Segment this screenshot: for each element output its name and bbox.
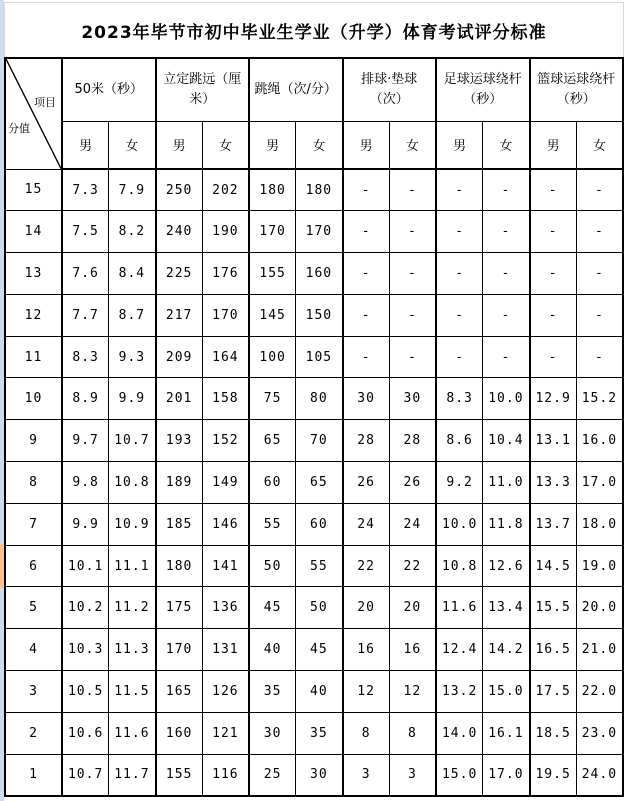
value-cell: 3	[343, 754, 390, 796]
value-cell: 28	[389, 420, 436, 462]
value-cell: 19.5	[530, 754, 577, 796]
value-cell: 10.4	[483, 420, 530, 462]
value-cell: 14.2	[483, 629, 530, 671]
score-cell: 8	[5, 462, 62, 504]
table-row	[5, 169, 623, 211]
gender-header: 男	[343, 121, 390, 169]
value-cell: 10.6	[62, 712, 109, 754]
scoring-table	[4, 57, 624, 797]
score-cell: 11	[5, 336, 62, 378]
value-cell: 16	[343, 629, 390, 671]
value-cell: 9.7	[62, 420, 109, 462]
value-cell: 9.9	[109, 378, 156, 420]
value-cell: 24.0	[576, 754, 623, 796]
value-cell: 145	[249, 294, 296, 336]
value-cell: 131	[202, 629, 249, 671]
value-cell: -	[576, 253, 623, 295]
table-row	[5, 211, 623, 253]
value-cell: 16.0	[576, 420, 623, 462]
value-cell: 180	[296, 169, 343, 211]
value-cell: 3	[389, 754, 436, 796]
value-cell: 65	[249, 420, 296, 462]
table-row	[5, 336, 623, 378]
value-cell: 10.3	[62, 629, 109, 671]
value-cell: 55	[296, 545, 343, 587]
value-cell: 30	[249, 712, 296, 754]
value-cell: 12	[389, 671, 436, 713]
value-cell: 146	[202, 503, 249, 545]
value-cell: 14.0	[436, 712, 483, 754]
value-cell: 10.7	[62, 754, 109, 796]
value-cell: 24	[389, 503, 436, 545]
gender-header: 男	[436, 121, 483, 169]
value-cell: 176	[202, 253, 249, 295]
table-row	[5, 754, 623, 796]
score-cell: 14	[5, 211, 62, 253]
value-cell: 20.0	[576, 587, 623, 629]
gender-header: 女	[576, 121, 623, 169]
value-cell: 30	[343, 378, 390, 420]
value-cell: 35	[296, 712, 343, 754]
value-cell: 190	[202, 211, 249, 253]
left-edge-highlight	[0, 544, 4, 588]
score-cell: 13	[5, 253, 62, 295]
value-cell: 15.0	[436, 754, 483, 796]
value-cell: 26	[343, 462, 390, 504]
value-cell: 100	[249, 336, 296, 378]
value-cell: 15.2	[576, 378, 623, 420]
value-cell: -	[530, 211, 577, 253]
value-cell: 10.8	[109, 462, 156, 504]
value-cell: -	[530, 253, 577, 295]
column-group-header: 排球·垫球（次）	[343, 58, 437, 121]
table-row	[5, 671, 623, 713]
value-cell: 116	[202, 754, 249, 796]
value-cell: 10.0	[436, 503, 483, 545]
value-cell: 12.6	[483, 545, 530, 587]
value-cell: 18.5	[530, 712, 577, 754]
value-cell: 180	[156, 545, 203, 587]
value-cell: 175	[156, 587, 203, 629]
value-cell: 22	[389, 545, 436, 587]
value-cell: 170	[249, 211, 296, 253]
value-cell: 22	[343, 545, 390, 587]
value-cell: 17.5	[530, 671, 577, 713]
gender-header: 男	[62, 121, 109, 169]
gender-header: 男	[530, 121, 577, 169]
value-cell: 50	[296, 587, 343, 629]
score-cell: 7	[5, 503, 62, 545]
value-cell: 217	[156, 294, 203, 336]
value-cell: -	[343, 336, 390, 378]
value-cell: 155	[156, 754, 203, 796]
value-cell: 25	[249, 754, 296, 796]
value-cell: 19.0	[576, 545, 623, 587]
value-cell: 20	[343, 587, 390, 629]
value-cell: 21.0	[576, 629, 623, 671]
score-cell: 6	[5, 545, 62, 587]
value-cell: 80	[296, 378, 343, 420]
value-cell: 45	[249, 587, 296, 629]
value-cell: 11.5	[109, 671, 156, 713]
table-body	[5, 169, 623, 796]
value-cell: 55	[249, 503, 296, 545]
value-cell: 13.4	[483, 587, 530, 629]
value-cell: 7.3	[62, 169, 109, 211]
gender-header: 女	[202, 121, 249, 169]
corner-label-score: 分值	[8, 122, 30, 136]
value-cell: 150	[296, 294, 343, 336]
value-cell: 23.0	[576, 712, 623, 754]
value-cell: 12	[343, 671, 390, 713]
value-cell: 8.2	[109, 211, 156, 253]
table-row	[5, 545, 623, 587]
value-cell: -	[436, 169, 483, 211]
value-cell: 15.0	[483, 671, 530, 713]
value-cell: 158	[202, 378, 249, 420]
value-cell: 141	[202, 545, 249, 587]
title-bar	[4, 2, 624, 57]
value-cell: 10.1	[62, 545, 109, 587]
value-cell: 8.3	[62, 336, 109, 378]
value-cell: 7.5	[62, 211, 109, 253]
value-cell: 8.3	[436, 378, 483, 420]
value-cell: 28	[343, 420, 390, 462]
value-cell: 45	[296, 629, 343, 671]
score-cell: 2	[5, 712, 62, 754]
value-cell: -	[436, 211, 483, 253]
value-cell: 152	[202, 420, 249, 462]
value-cell: 11.1	[109, 545, 156, 587]
value-cell: 10.7	[109, 420, 156, 462]
value-cell: 185	[156, 503, 203, 545]
value-cell: -	[436, 253, 483, 295]
value-cell: 126	[202, 671, 249, 713]
table-row	[5, 712, 623, 754]
value-cell: 164	[202, 336, 249, 378]
value-cell: 60	[249, 462, 296, 504]
value-cell: 20	[389, 587, 436, 629]
value-cell: 12.4	[436, 629, 483, 671]
value-cell: 7.6	[62, 253, 109, 295]
gender-header: 女	[389, 121, 436, 169]
value-cell: 8	[389, 712, 436, 754]
value-cell: 201	[156, 378, 203, 420]
table-row	[5, 462, 623, 504]
value-cell: 13.2	[436, 671, 483, 713]
column-group-header: 篮球运球绕杆（秒）	[530, 58, 624, 121]
value-cell: -	[576, 294, 623, 336]
value-cell: -	[436, 294, 483, 336]
value-cell: -	[530, 169, 577, 211]
value-cell: -	[576, 169, 623, 211]
value-cell: 8.7	[109, 294, 156, 336]
value-cell: 40	[296, 671, 343, 713]
score-cell: 5	[5, 587, 62, 629]
column-group-header: 足球运球绕杆（秒）	[436, 58, 530, 121]
value-cell: 11.7	[109, 754, 156, 796]
score-cell: 9	[5, 420, 62, 462]
value-cell: 9.3	[109, 336, 156, 378]
value-cell: 11.6	[436, 587, 483, 629]
value-cell: 35	[249, 671, 296, 713]
value-cell: 170	[156, 629, 203, 671]
value-cell: 16.1	[483, 712, 530, 754]
value-cell: -	[343, 253, 390, 295]
value-cell: -	[343, 211, 390, 253]
value-cell: 136	[202, 587, 249, 629]
column-group-header: 50米（秒）	[62, 58, 156, 121]
value-cell: 60	[296, 503, 343, 545]
value-cell: 8	[343, 712, 390, 754]
document-content	[4, 2, 624, 797]
table-row	[5, 378, 623, 420]
table-row	[5, 294, 623, 336]
score-cell: 3	[5, 671, 62, 713]
value-cell: 24	[343, 503, 390, 545]
value-cell: 121	[202, 712, 249, 754]
value-cell: 170	[202, 294, 249, 336]
value-cell: -	[483, 253, 530, 295]
value-cell: 15.5	[530, 587, 577, 629]
value-cell: 193	[156, 420, 203, 462]
corner-cell	[5, 58, 62, 169]
value-cell: -	[530, 294, 577, 336]
value-cell: -	[483, 294, 530, 336]
group-header-row	[5, 58, 623, 121]
value-cell: -	[483, 211, 530, 253]
value-cell: -	[389, 169, 436, 211]
value-cell: 18.0	[576, 503, 623, 545]
gender-header: 女	[483, 121, 530, 169]
value-cell: 155	[249, 253, 296, 295]
value-cell: 30	[389, 378, 436, 420]
gender-header: 女	[296, 121, 343, 169]
column-group-header: 跳绳（次/分）	[249, 58, 343, 121]
value-cell: 17.0	[483, 754, 530, 796]
value-cell: 13.1	[530, 420, 577, 462]
value-cell: 8.9	[62, 378, 109, 420]
value-cell: 11.0	[483, 462, 530, 504]
score-cell: 1	[5, 754, 62, 796]
value-cell: 225	[156, 253, 203, 295]
value-cell: -	[389, 211, 436, 253]
value-cell: 10.8	[436, 545, 483, 587]
value-cell: 11.2	[109, 587, 156, 629]
value-cell: -	[389, 294, 436, 336]
value-cell: 14.5	[530, 545, 577, 587]
column-group-header: 立定跳远（厘米）	[156, 58, 250, 121]
value-cell: 70	[296, 420, 343, 462]
gender-header-row	[5, 121, 623, 169]
value-cell: 9.8	[62, 462, 109, 504]
value-cell: 13.3	[530, 462, 577, 504]
value-cell: 240	[156, 211, 203, 253]
score-cell: 10	[5, 378, 62, 420]
value-cell: 189	[156, 462, 203, 504]
value-cell: 13.7	[530, 503, 577, 545]
value-cell: 7.7	[62, 294, 109, 336]
table-row	[5, 587, 623, 629]
value-cell: -	[389, 253, 436, 295]
value-cell: 10.5	[62, 671, 109, 713]
corner-label-item: 项目	[34, 96, 56, 110]
score-cell: 12	[5, 294, 62, 336]
value-cell: 17.0	[576, 462, 623, 504]
value-cell: 170	[296, 211, 343, 253]
score-cell: 4	[5, 629, 62, 671]
value-cell: 180	[249, 169, 296, 211]
page-title: 2023年毕节市初中毕业生学业（升学）体育考试评分标准	[81, 22, 547, 43]
value-cell: 11.3	[109, 629, 156, 671]
value-cell: 16.5	[530, 629, 577, 671]
value-cell: 160	[296, 253, 343, 295]
value-cell: 160	[156, 712, 203, 754]
value-cell: -	[389, 336, 436, 378]
value-cell: 50	[249, 545, 296, 587]
value-cell: 250	[156, 169, 203, 211]
score-cell: 15	[5, 169, 62, 211]
value-cell: 9.2	[436, 462, 483, 504]
value-cell: 7.9	[109, 169, 156, 211]
value-cell: 12.9	[530, 378, 577, 420]
value-cell: 149	[202, 462, 249, 504]
value-cell: 165	[156, 671, 203, 713]
value-cell: 75	[249, 378, 296, 420]
value-cell: 65	[296, 462, 343, 504]
gender-header: 男	[156, 121, 203, 169]
value-cell: 11.6	[109, 712, 156, 754]
value-cell: -	[483, 336, 530, 378]
value-cell: 26	[389, 462, 436, 504]
value-cell: 8.4	[109, 253, 156, 295]
value-cell: 10.0	[483, 378, 530, 420]
value-cell: 209	[156, 336, 203, 378]
value-cell: 22.0	[576, 671, 623, 713]
value-cell: 8.6	[436, 420, 483, 462]
value-cell: 105	[296, 336, 343, 378]
left-edge-strip	[0, 0, 4, 801]
value-cell: 202	[202, 169, 249, 211]
gender-header: 男	[249, 121, 296, 169]
table-row	[5, 420, 623, 462]
value-cell: -	[576, 211, 623, 253]
gender-header: 女	[109, 121, 156, 169]
value-cell: -	[436, 336, 483, 378]
table-row	[5, 503, 623, 545]
table-row	[5, 629, 623, 671]
value-cell: 30	[296, 754, 343, 796]
diagonal-line	[6, 59, 61, 169]
table-row	[5, 253, 623, 295]
value-cell: -	[343, 294, 390, 336]
value-cell: 40	[249, 629, 296, 671]
value-cell: -	[576, 336, 623, 378]
value-cell: 16	[389, 629, 436, 671]
value-cell: 10.9	[109, 503, 156, 545]
value-cell: -	[530, 336, 577, 378]
value-cell: -	[483, 169, 530, 211]
value-cell: 10.2	[62, 587, 109, 629]
value-cell: -	[343, 169, 390, 211]
value-cell: 9.9	[62, 503, 109, 545]
value-cell: 11.8	[483, 503, 530, 545]
